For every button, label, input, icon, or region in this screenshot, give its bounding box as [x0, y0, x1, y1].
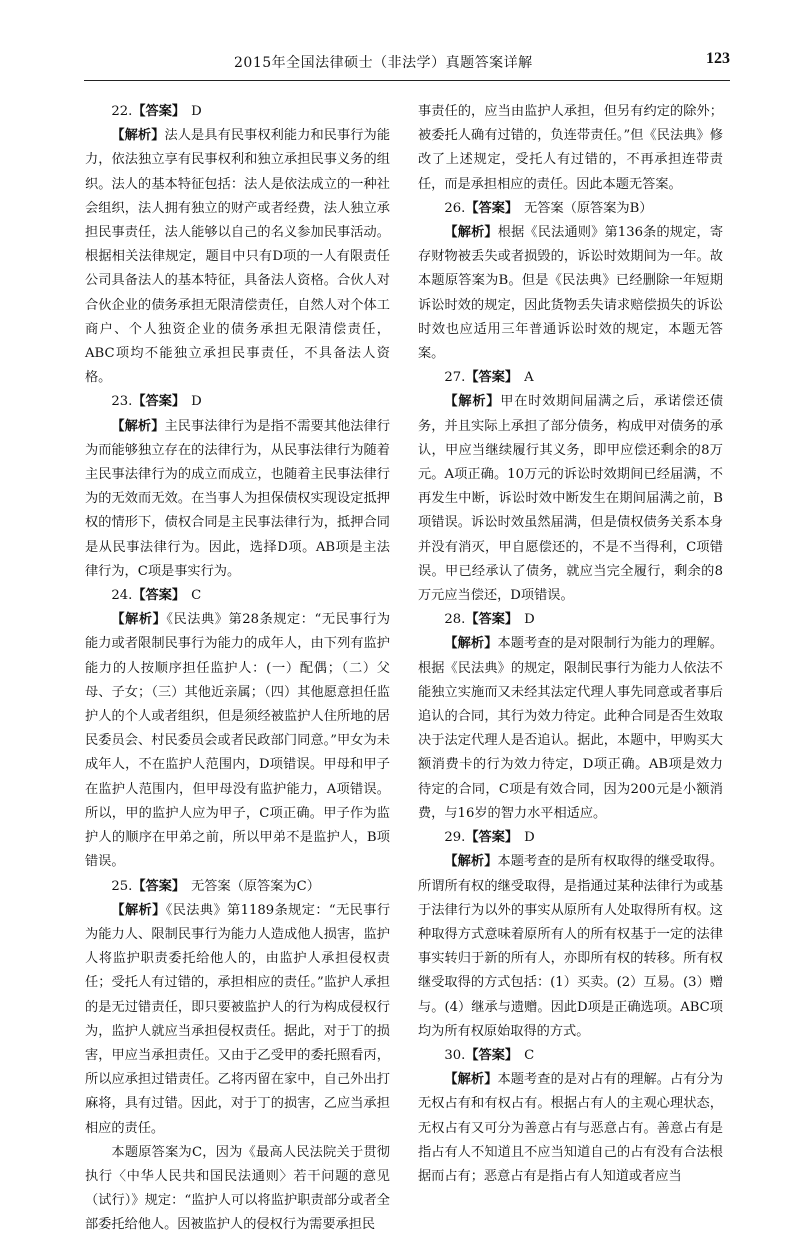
question-23-answer: 23.【答案】 D — [111, 394, 202, 410]
question-23-analysis: 【解析】主民事法律行为是指不需要其他法律行为而能够独立存在的法律行为，从民事法律行为随着主民事法律行为的成立而成立，也随着主民事法律行为的无效而无效。在当事人为担保债权实现设定抵押权的情形下，债权合同是主民事法律行为，抵押合同是从民事法律行为。因此，选择D项。AB项是主法律行为，C项是事实行为。 — [85, 418, 391, 579]
question-26-analysis: 【解析】根据《民法通则》第136条的规定，寄存财物被丢失或者损毁的，诉讼时效期间为一年。故本题原答案为B。但是《民法典》已经删除一年短期诉讼时效的规定，因此货物丢失请求赔偿损失的诉讼时效也应适用三年普通诉讼时效的规定，本题无答案。 — [418, 225, 724, 362]
header-rule — [84, 80, 730, 81]
question-25-analysis: 【解析】《民法典》第1189条规定：“无民事行为能力人、限制民事行为能力人造成他人损害，监护人将监护职责委托给他人的，由监护人承担侵权责任；受托人有过错的，承担相应的责任。”监护人承担的是无过错责任，即只要被监护人的行为构成侵权行为，监护人就应当承担侵权责任。据此，对于丁的损害，甲应当承担责任。又由于乙受甲的委托照看丙，所以应承担过错责任。乙将丙留在家中，自己外出打麻将，具有过错。因此，对于丁的损害，乙应当承担相应的责任。 — [85, 902, 391, 1136]
question-30-analysis: 【解析】本题考查的是对占有的理解。占有分为无权占有和有权占有。根据占有人的主观心理状态，无权占有又可分为善意占有与恶意占有。善意占有是指占有人不知道且不应当知道自己的占有没有合法根据而占有；恶意占有是指占有人知道或者应当 — [418, 1072, 724, 1184]
question-30-answer: 30.【答案】 C — [444, 1047, 535, 1063]
question-25-continued: 事责任的，应当由监护人承担，但另有约定的除外；被委托人确有过错的，负连带责任。”但《民法典》修改了上述规定，受托人有过错的，不再承担连带责任，而是承担相应的责任。因此本题无答案。 — [418, 104, 723, 192]
question-27-answer: 27.【答案】 A — [444, 370, 534, 386]
header-title: 2015年全国法律硕士（非法学）真题答案详解 — [234, 55, 533, 71]
question-22-analysis: 【解析】法人是具有民事权利能力和民事行为能力，依法独立享有民事权利和独立承担民事义务的组织。法人的基本特征包括：法人是依法成立的一种社会组织，法人拥有独立的财产或者经费，法人独立承担民事责任，法人能够以自己的名义参加民事活动。根据相关法律规定，题目中只有D项的一人有限责任公司具备法人的基本特征，具备法人资格。合伙人对合伙企业的债务承担无限清偿责任，自然人对个体工商户、个人独资企业的债务承担无限清偿责任，ABC项均不能独立承担民事责任，不具备法人资格。 — [85, 128, 391, 386]
question-27-analysis: 【解析】甲在时效期间届满之后，承诺偿还债务，并且实际上承担了部分债务，构成甲对债务的承认，甲应当继续履行其义务，即甲应偿还剩余的8万元。A项正确。10万元的诉讼时效期间已经届满，不再发生中断，诉讼时效中断发生在期间届满之前，B项错误。诉讼时效虽然届满，但是债权债务关系本身并没有消灭，甲自愿偿还的，不是不当得利，C项错误。甲已经承认了债务，就应当完全履行，剩余的8万元应当偿还，D项错误。 — [418, 394, 724, 604]
page-number: 123 — [706, 50, 730, 67]
left-column — [85, 100, 390, 1238]
question-26-answer: 26.【答案】 无答案（原答案为B） — [444, 200, 653, 216]
question-29-answer: 29.【答案】 D — [444, 830, 535, 846]
question-24-analysis: 【解析】《民法典》第28条规定：“无民事行为能力或者限制民事行为能力的成年人，由下列有监护能力的人按顺序担任监护人：(一）配偶；（二）父母、子女；（三）其他近亲属；（四）其他愿意担任监护人的个人或者组织，但是须经被监护人住所地的居民委员会、村民委员会或者民政部门同意。”甲女为未成年人，不在监护人范围内，D项错误。甲母和甲子在监护人范围内，但甲母没有监护能力，A项错误。所以，甲的监护人应为甲子，C项正确。甲子作为监护人的顺序在甲弟之前，所以甲弟不是监护人，B项错误。 — [85, 612, 391, 870]
question-29-analysis: 【解析】本题考查的是所有权取得的继受取得。所谓所有权的继受取得，是指通过某种法律行为或基于法律行为以外的事实从原所有人处取得所有权。这种取得方式意味着原所有人的所有权基于一定的法律事实转归于新的所有人，亦即所有权的转移。所有权继受取得的方式包括：(1）买卖。(2）互易。(3）赠与。(4）继承与遗赠。因此D项是正确选项。ABC项均为所有权原始取得的方式。 — [418, 854, 724, 1039]
question-28-answer: 28.【答案】 D — [444, 612, 535, 628]
page-header — [84, 50, 730, 80]
question-22-answer: 22.【答案】 D — [111, 104, 202, 119]
right-column — [418, 100, 723, 1189]
question-25-extra: 本题原答案为C，因为《最高人民法院关于贯彻执行〈中华人民共和国民法通则〉若干问题的意见（试行）》规定：“监护人可以将监护职责部分或者全部委托给他人。因被监护人的侵权行为需要承担民 — [85, 1144, 390, 1233]
question-28-analysis: 【解析】本题考查的是对限制行为能力的理解。根据《民法典》的规定，限制民事行为能力人依法不能独立实施而又未经其法定代理人事先同意或者事后追认的合同，其行为效力待定。此种合同是否生效取决于法定代理人是否追认。据此，本题中，甲购买大额消费卡的行为效力待定，D项正确。AB项是效力待定的合同，C项是有效合同，因为200元是小额消费，与16岁的智力水平相适应。 — [418, 636, 724, 821]
question-24-answer: 24.【答案】 C — [111, 588, 202, 604]
question-25-answer: 25.【答案】 无答案（原答案为C） — [111, 878, 320, 894]
